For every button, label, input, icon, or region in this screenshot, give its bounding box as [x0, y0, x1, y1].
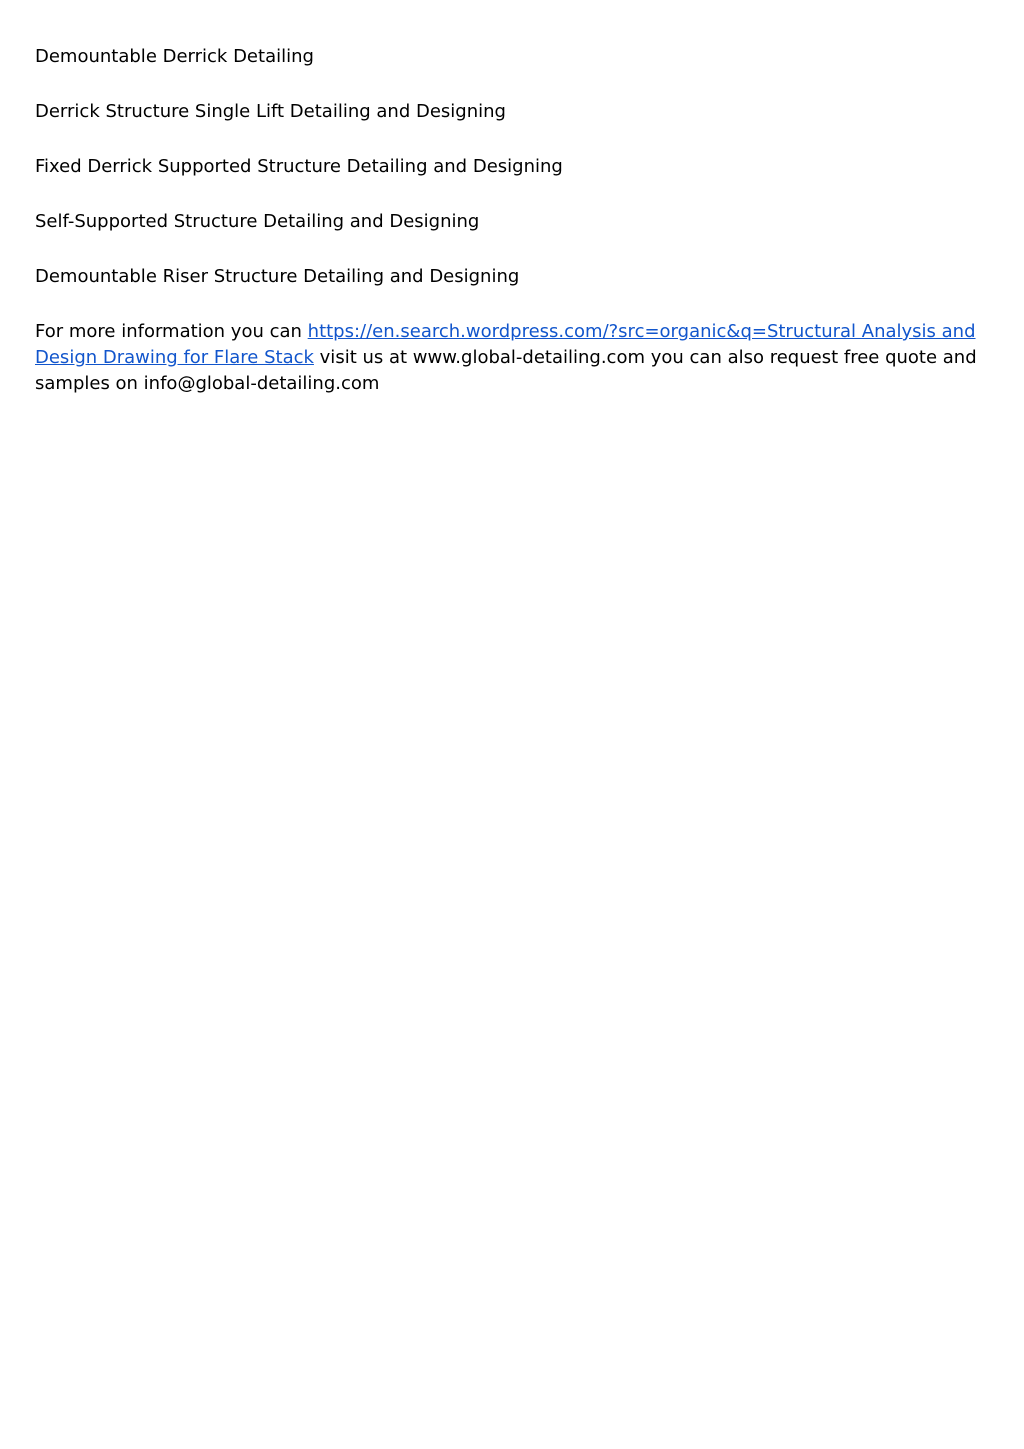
list-item: Derrick Structure Single Lift Detailing and Designing	[35, 101, 506, 122]
list-item: Self-Supported Structure Detailing and Designing	[35, 211, 480, 232]
wordpress-search-link[interactable]: https://en.search.wordpress.com/?src=organic&q=Structural Analysis and Design Drawing for Flare Stack	[35, 321, 976, 368]
info-paragraph	[35, 319, 985, 397]
list-item: Demountable Derrick Detailing	[35, 46, 314, 67]
info-suffix: visit us at www.global-detailing.com you can also request free quote and samples on info@global-detailing.com	[35, 347, 977, 394]
list-item: Demountable Riser Structure Detailing and Designing	[35, 266, 520, 287]
list-item: Fixed Derrick Supported Structure Detailing and Designing	[35, 156, 563, 177]
document-page	[35, 44, 985, 397]
info-prefix: For more information you can	[35, 321, 308, 342]
